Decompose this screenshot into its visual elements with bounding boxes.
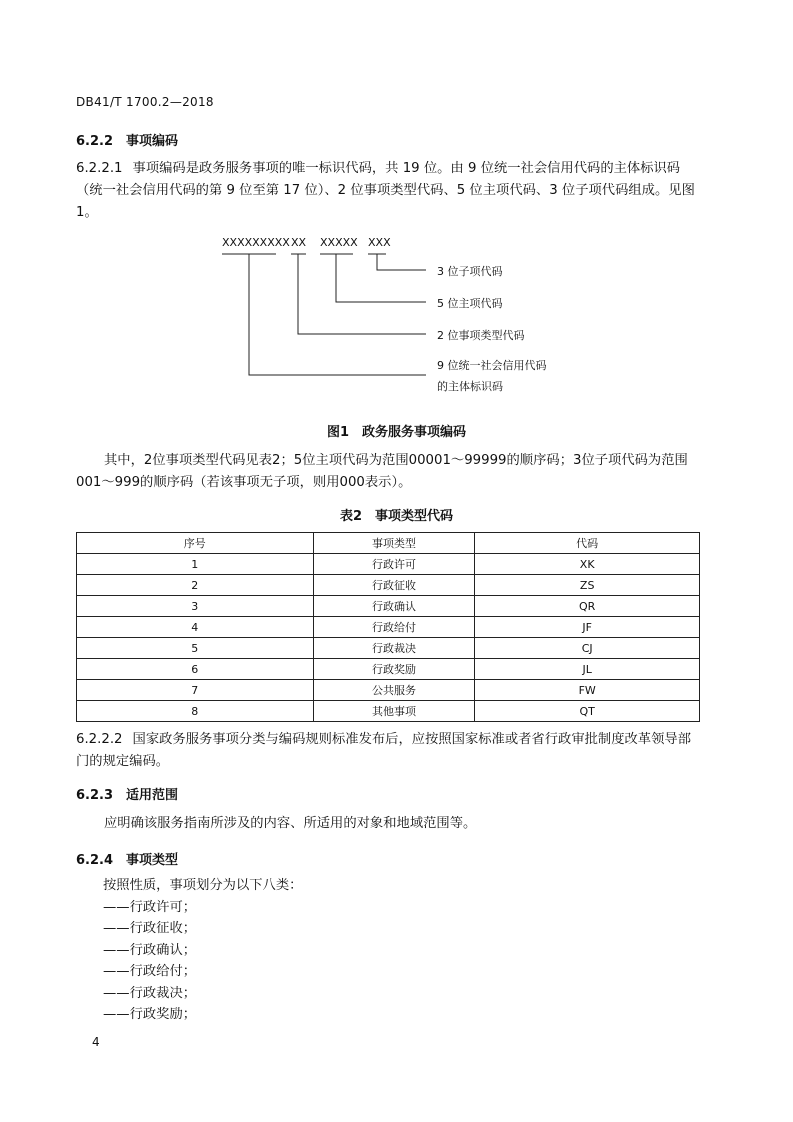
table-cell: 3	[77, 596, 314, 617]
list-item: ——行政给付；	[103, 964, 197, 979]
table-row	[77, 617, 700, 638]
table-cell: 1	[77, 554, 314, 575]
table-cell: 6	[77, 659, 314, 680]
code-segment-subject: XXXXXXXXX	[222, 236, 290, 249]
label-subject-id: 的主体标识码	[437, 380, 503, 393]
table-cell: QR	[475, 596, 700, 617]
section-title: 事项编码	[126, 134, 179, 149]
header-cell: 代码	[475, 533, 700, 554]
item-types-list	[103, 875, 302, 1026]
table-cell: 行政奖励	[313, 659, 475, 680]
table-cell: ZS	[475, 575, 700, 596]
table-row	[77, 554, 700, 575]
section-number: 6.2.3	[76, 788, 114, 803]
table-cell: 5	[77, 638, 314, 659]
table-row	[77, 701, 700, 722]
paragraph-explanation: 其中，2位事项类型代码见表2；5位主项代码为范围00001～99999的顺序码；3位子项代码为范围001～999的顺序码（若该事项无子项，则用000表示）。	[76, 453, 688, 490]
table-row	[77, 575, 700, 596]
table-row	[77, 680, 700, 701]
label-main-item-code: 5 位主项代码	[437, 297, 503, 310]
table-row	[77, 596, 700, 617]
table-cell: 行政裁决	[313, 638, 475, 659]
section-6-2-4-heading	[76, 849, 178, 868]
section-title: 适用范围	[126, 788, 179, 803]
table-cell: 公共服务	[313, 680, 475, 701]
table-row	[77, 659, 700, 680]
document-code: DB41/T 1700.2—2018	[76, 95, 214, 109]
table-cell: 行政征收	[313, 575, 475, 596]
table-cell: JF	[475, 617, 700, 638]
clause-text: 事项编码是政务服务事项的唯一标识代码，共 19 位。由 9 位统一社会信用代码的主体标识码（统一社会信用代码的第 9 位至第 17 位）、2 位事项类型代码、5 位主项代码、3 位子项代码组成。见图1。	[76, 161, 695, 220]
table-cell: 4	[77, 617, 314, 638]
table-cell: 其他事项	[313, 701, 475, 722]
clause-number: 6.2.2.2	[76, 732, 123, 747]
figure-caption: 图1 政务服务事项编码	[326, 425, 467, 440]
table-cell: XK	[475, 554, 700, 575]
clause-number: 6.2.2.1	[76, 161, 123, 176]
table-cell: 8	[77, 701, 314, 722]
list-item: ——行政奖励；	[103, 1007, 197, 1022]
table-cell: 行政许可	[313, 554, 475, 575]
table-header-row	[77, 533, 700, 554]
table-cell: JL	[475, 659, 700, 680]
label-subitem-code: 3 位子项代码	[437, 265, 503, 278]
list-item: ——行政许可；	[103, 899, 197, 915]
list-intro: 按照性质，事项划分为以下八类：	[103, 878, 303, 893]
code-segment-type: XX	[291, 236, 307, 249]
list-item: ——行政裁决；	[103, 985, 197, 1001]
table-caption: 表2 事项类型代码	[339, 509, 454, 524]
label-item-type-code: 2 位事项类型代码	[437, 329, 525, 342]
page-number: 4	[92, 1035, 100, 1049]
item-type-table	[76, 532, 700, 722]
clause-text: 国家政务服务事项分类与编码规则标准发布后，应按照国家标准或者省行政审批制度改革领导部门的规定编码。	[76, 732, 691, 769]
diagram-connector-lines	[0, 0, 793, 420]
section-6-2-3-heading	[76, 784, 178, 803]
table-cell: CJ	[475, 638, 700, 659]
label-credit-code: 9 位统一社会信用代码	[437, 359, 547, 372]
paragraph-6-2-2-2	[76, 729, 702, 773]
table-cell: 行政确认	[313, 596, 475, 617]
section-title: 事项类型	[126, 853, 179, 868]
list-item: ——行政征收；	[103, 921, 197, 936]
list-item: ——行政确认；	[103, 942, 197, 958]
code-segment-sub: XXX	[368, 236, 391, 249]
section-number: 6.2.2	[76, 134, 114, 149]
table-cell: 行政给付	[313, 617, 475, 638]
table-row	[77, 638, 700, 659]
table-cell: 7	[77, 680, 314, 701]
header-cell: 序号	[77, 533, 314, 554]
table-cell: FW	[475, 680, 700, 701]
table-cell: 2	[77, 575, 314, 596]
paragraph-scope: 应明确该服务指南所涉及的内容、所适用的对象和地域范围等。	[104, 816, 477, 831]
header-cell: 事项类型	[313, 533, 475, 554]
table-cell: QT	[475, 701, 700, 722]
code-segment-main: XXXXX	[320, 236, 358, 249]
section-number: 6.2.4	[76, 853, 114, 868]
